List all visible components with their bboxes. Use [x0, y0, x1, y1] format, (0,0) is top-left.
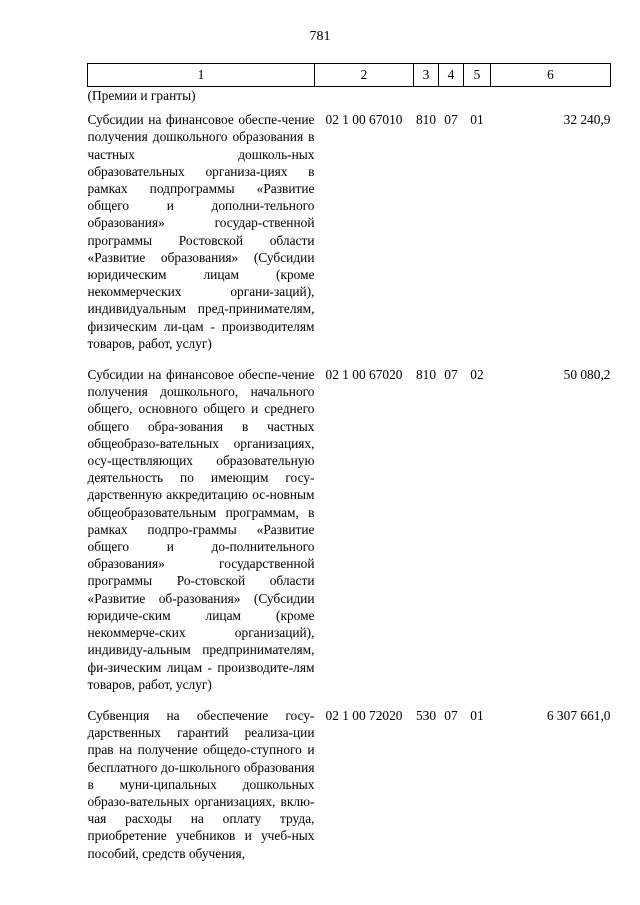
header-row — [88, 64, 611, 87]
row-name: Субсидии на финансовое обеспе-чение получения дошкольного образования в частных дошколь-ных образовательных организа-циях в рамках подпрограммы «Развитие общего и дополни-тельного образования» государ-ственной программы Ростовской области «Развитие образования» (Субсидии юридическим лицам (кроме некоммерческих органи-заций), индивидуальным пред-принимателям, физическим ли-цам - производителям товаров, работ, услуг) — [87, 112, 315, 351]
row-name: Субвенция на обеспечение госу-дарственных гарантий реализа-ции прав на получение общедо-ступного и бесплатного до-школьного образования в муни-ципальных дошкольных образо-вательных организациях, вклю-чая расходы на оплату труда, приобретение учебников и учеб-ных пособий, средств обучения, — [87, 707, 315, 861]
row-section: 07 — [444, 367, 458, 383]
header-col-4: 4 — [439, 64, 464, 87]
budget-table — [87, 63, 611, 862]
header-col-5: 5 — [464, 64, 491, 87]
header-col-2: 2 — [315, 64, 414, 87]
row-sum: 6 307 661,0 — [546, 707, 611, 723]
header-col-3: 3 — [414, 64, 439, 87]
header-col-6: 6 — [491, 64, 611, 87]
row-expense-type: 530 — [415, 707, 437, 723]
row-expense-type: 810 — [415, 112, 437, 128]
row-subsection: 01 — [470, 707, 484, 723]
row-code: 02 1 00 67010 — [325, 112, 403, 128]
row-name: Субсидии на финансовое обеспе-чение получения дошкольного, начального общего, основного общего и среднего общего обра-зования в частных общеобразо-вательных организациях, осу-ществляющих образовательную деятельность по имеющим госу-дарственную аккредитацию ос-новным общеобразовательным программам, в рамках подпро-граммы «Развитие общего и до-полнительного образования» государственной программы Ро-стовской области «Развитие об-разования» (Субсидии юридиче-ским лицам (кроме некоммерче-ских организаций), индивиду-альным предпринимателям, фи-зическим лицам - производите-лям товаров, работ, услуг) — [87, 367, 315, 692]
table-row — [88, 362, 611, 703]
page-number: 781 — [309, 29, 331, 44]
row-code: 02 1 00 67020 — [325, 367, 403, 383]
table-row — [88, 107, 611, 362]
continued-label: (Премии и гранты) — [87, 88, 196, 103]
row-code: 02 1 00 72020 — [325, 707, 403, 723]
row-expense-type: 810 — [415, 367, 437, 383]
row-subsection: 02 — [470, 367, 484, 383]
header-col-1: 1 — [88, 64, 315, 87]
table-row — [88, 703, 611, 862]
continued-row — [88, 87, 611, 108]
row-section: 07 — [444, 112, 458, 128]
row-subsection: 01 — [470, 112, 484, 128]
row-sum: 50 080,2 — [563, 367, 611, 383]
row-sum: 32 240,9 — [563, 112, 611, 128]
row-section: 07 — [444, 707, 458, 723]
